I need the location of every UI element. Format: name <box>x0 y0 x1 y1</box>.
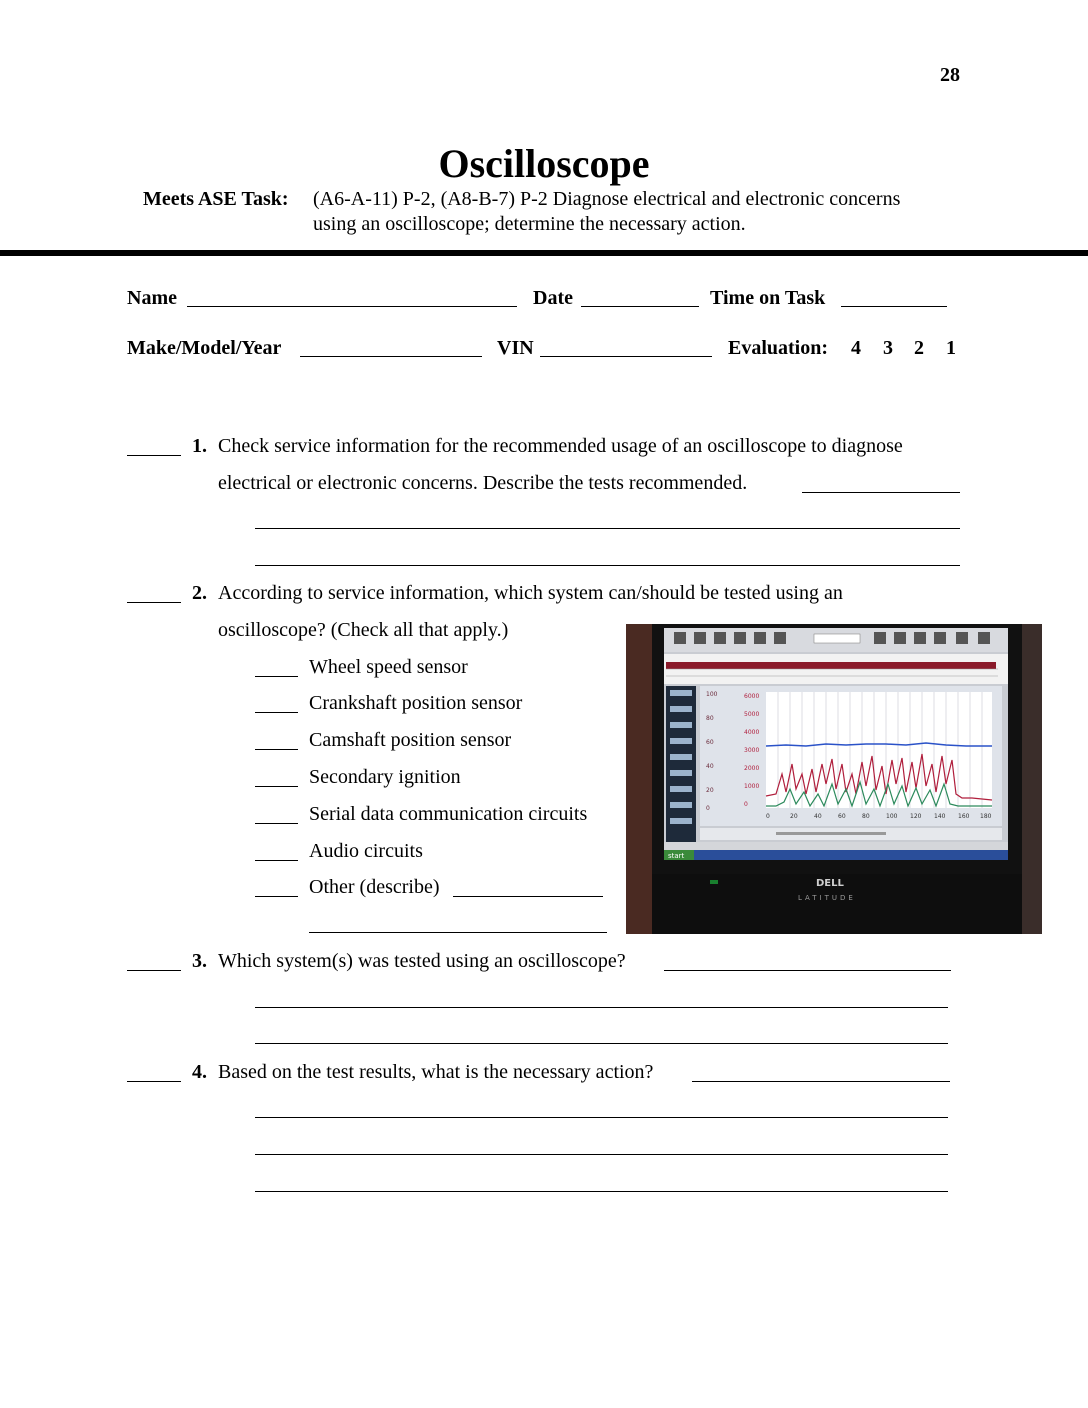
q1-answer-line[interactable] <box>255 565 960 566</box>
checkbox-blank[interactable] <box>255 860 298 861</box>
q4-answer-line[interactable] <box>255 1154 948 1155</box>
page-title: Oscilloscope <box>438 141 650 186</box>
checkbox-blank[interactable] <box>255 896 298 897</box>
evaluation-score-1[interactable]: 1 <box>946 337 956 359</box>
x-axis-label: 40 <box>814 813 822 820</box>
q2-text-line-2: oscilloscope? (Check all that apply.) <box>218 619 509 641</box>
checkbox-blank[interactable] <box>255 786 298 787</box>
x-axis-label: 100 <box>886 813 898 820</box>
laptop-model: LATITUDE <box>798 894 856 902</box>
name-field[interactable] <box>187 306 517 307</box>
taskbar-start: start <box>668 852 685 860</box>
q4-answer-line[interactable] <box>255 1191 948 1192</box>
time-on-task-field[interactable] <box>841 306 947 307</box>
option-secondary-ignition: Secondary ignition <box>309 766 461 788</box>
date-field[interactable] <box>581 306 699 307</box>
x-axis-label: 120 <box>910 813 922 820</box>
date-label: Date <box>533 287 573 309</box>
q4-text: Based on the test results, what is the necessary action? <box>218 1061 654 1083</box>
q1-text-line-2: electrical or electronic concerns. Describe the tests recommended. <box>218 472 748 494</box>
rpm-label: 4000 <box>744 729 760 736</box>
q3-answer-line[interactable] <box>664 970 951 971</box>
q1-text-line-1: Check service information for the recommended usage of an oscilloscope to diagnose <box>218 435 903 457</box>
q4-answer-line[interactable] <box>692 1081 950 1082</box>
make-model-year-field[interactable] <box>300 356 482 357</box>
time-on-task-label: Time on Task <box>710 287 826 309</box>
evaluation-score-2[interactable]: 2 <box>914 337 924 359</box>
checkbox-blank[interactable] <box>255 676 298 677</box>
y-axis-label: 0 <box>706 805 710 812</box>
x-axis-label: 180 <box>980 813 992 820</box>
x-axis-label: 20 <box>790 813 798 820</box>
checkbox-blank[interactable] <box>255 712 298 713</box>
option-serial-data: Serial data communication circuits <box>309 803 588 825</box>
ase-task-description-line-1: (A6-A-11) P-2, (A8-B-7) P-2 Diagnose electrical and electronic concerns <box>313 188 901 210</box>
rpm-label: 0 <box>744 801 748 808</box>
rpm-label: 2000 <box>744 765 760 772</box>
vin-field[interactable] <box>540 356 712 357</box>
q2-text-line-1: According to service information, which system can/should be tested using an <box>218 582 843 604</box>
q3-answer-line[interactable] <box>255 1043 948 1044</box>
q4-answer-line[interactable] <box>255 1117 948 1118</box>
y-axis-label: 40 <box>706 763 714 770</box>
ase-task-description-line-2: using an oscilloscope; determine the necessary action. <box>313 213 746 235</box>
x-axis-label: 0 <box>766 813 770 820</box>
evaluation-label: Evaluation: <box>728 337 829 359</box>
checkbox-blank[interactable] <box>255 749 298 750</box>
rpm-label: 5000 <box>744 711 760 718</box>
y-axis-label: 100 <box>706 691 718 698</box>
other-describe-line[interactable] <box>309 932 607 933</box>
x-axis-label: 80 <box>862 813 870 820</box>
q1-answer-line[interactable] <box>802 492 960 493</box>
option-wheel-speed-sensor: Wheel speed sensor <box>309 656 468 678</box>
q3-number: 3. <box>192 950 207 972</box>
q3-grade-blank[interactable] <box>127 970 181 971</box>
q3-text: Which system(s) was tested using an oscilloscope? <box>218 950 626 972</box>
x-axis-label: 60 <box>838 813 846 820</box>
q1-number: 1. <box>192 435 207 457</box>
vin-label: VIN <box>497 337 534 359</box>
x-axis-label: 160 <box>958 813 970 820</box>
q3-answer-line[interactable] <box>255 1007 948 1008</box>
page-number: 28 <box>940 64 960 86</box>
q2-number: 2. <box>192 582 207 604</box>
q1-answer-line[interactable] <box>255 528 960 529</box>
option-camshaft-position-sensor: Camshaft position sensor <box>309 729 512 751</box>
q1-grade-blank[interactable] <box>127 455 181 456</box>
x-axis-label: 140 <box>934 813 946 820</box>
name-label: Name <box>127 287 177 309</box>
option-other: Other (describe) <box>309 876 440 898</box>
rpm-label: 3000 <box>744 747 760 754</box>
checkbox-blank[interactable] <box>255 823 298 824</box>
q4-number: 4. <box>192 1061 207 1083</box>
laptop-brand: DELL <box>816 878 844 889</box>
option-crankshaft-position-sensor: Crankshaft position sensor <box>309 692 523 714</box>
y-axis-label: 60 <box>706 739 714 746</box>
evaluation-score-4[interactable]: 4 <box>851 337 861 359</box>
y-axis-label: 20 <box>706 787 714 794</box>
header-divider <box>0 250 1088 256</box>
evaluation-score-3[interactable]: 3 <box>883 337 893 359</box>
ase-task-label: Meets ASE Task: <box>143 188 289 210</box>
make-model-year-label: Make/Model/Year <box>127 337 282 359</box>
option-audio-circuits: Audio circuits <box>309 840 423 862</box>
other-describe-line[interactable] <box>453 896 603 897</box>
rpm-label: 1000 <box>744 783 760 790</box>
q4-grade-blank[interactable] <box>127 1081 181 1082</box>
oscilloscope-photo <box>626 624 1042 934</box>
y-axis-label: 80 <box>706 715 714 722</box>
rpm-label: 6000 <box>744 693 760 700</box>
q2-grade-blank[interactable] <box>127 602 181 603</box>
